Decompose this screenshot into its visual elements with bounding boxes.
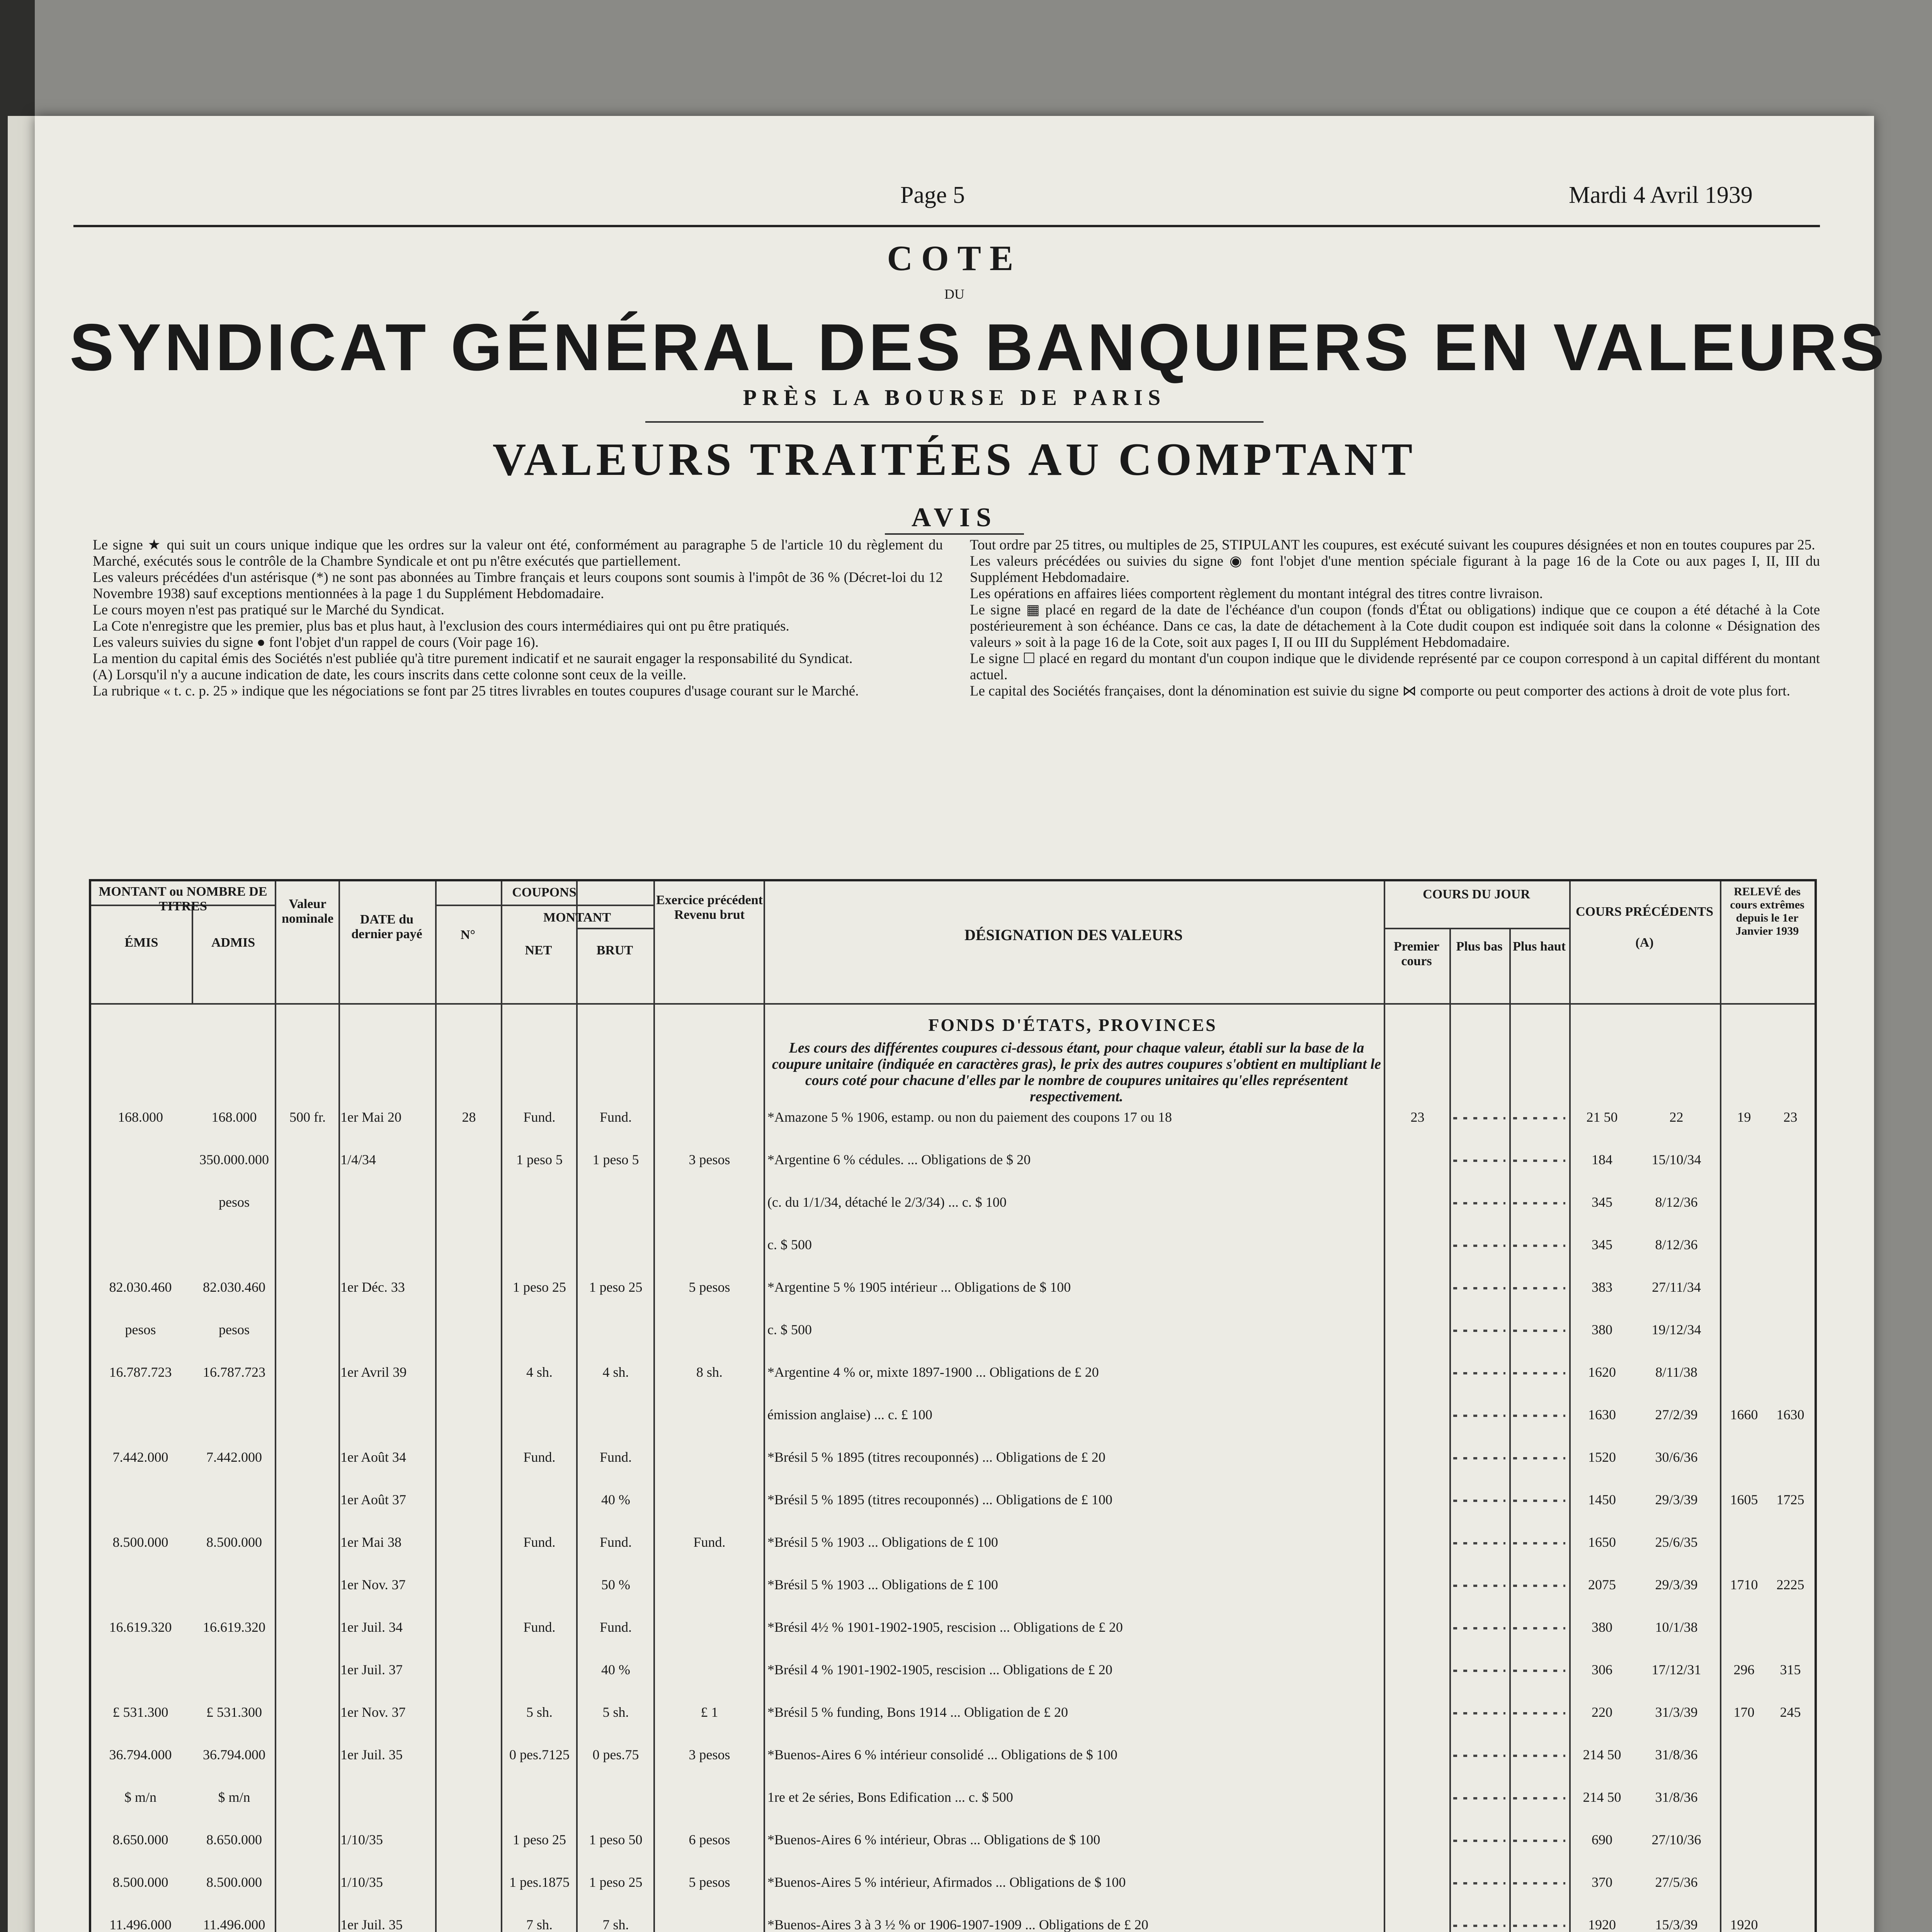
cell-admis: 82.030.460: [203, 1279, 265, 1295]
empty-cell-dashes: [1453, 1276, 1505, 1299]
empty-cell-dashes: [1453, 1616, 1505, 1639]
cell-exer: 5 pesos: [689, 1874, 730, 1890]
avis-note: Les valeurs suivies du signe ● font l'objet d'un rappel de cours (Voir page 16).: [93, 634, 539, 650]
cell-prec: 1620: [1588, 1364, 1616, 1380]
cell-date: 1er Juil. 34: [340, 1619, 403, 1635]
cell-nominal: 500 fr.: [289, 1109, 326, 1125]
table-row: [91, 1701, 1815, 1724]
cell-emis: 8.500.000: [112, 1534, 168, 1550]
cell-admis: 16.619.320: [203, 1619, 265, 1635]
cell-pdate: 8/12/36: [1655, 1237, 1698, 1252]
cell-emis: 8.650.000: [112, 1832, 168, 1847]
masthead-cote: COTE: [887, 238, 1022, 278]
empty-cell-dashes: [1513, 1148, 1565, 1171]
section-title: FONDS D'ÉTATS, PROVINCES: [928, 1015, 1217, 1035]
cell-net: Fund.: [523, 1109, 556, 1125]
header-premier-cours: Premier cours: [1393, 939, 1440, 968]
header-montant: MONTANT: [543, 910, 611, 925]
cell-pdate: 8/12/36: [1655, 1194, 1698, 1210]
empty-cell-dashes: [1453, 1786, 1505, 1809]
cell-admis: 168.000: [211, 1109, 257, 1125]
empty-cell-dashes: [1513, 1233, 1565, 1256]
empty-cell-dashes: [1513, 1828, 1565, 1851]
cell-prec: 370: [1592, 1874, 1612, 1890]
cell-brut: 1 peso 25: [589, 1874, 643, 1890]
cell-prec: 690: [1592, 1832, 1612, 1847]
header-montant-nombre: MONTANT ou NOMBRE DE TITRES: [99, 884, 267, 913]
header-rule: [576, 928, 653, 929]
cell-net: Fund.: [523, 1449, 556, 1465]
cell-h: 170: [1733, 1704, 1755, 1720]
table-row: [91, 1871, 1815, 1894]
avis-note: Les valeurs précédées d'un astérisque (*) ne sont pas abonnées au Timbre français et leurs coupons sont soumis à l'impôt de 36 % (Décret-loi du 12 Novembre 1938) sauf exceptions mentionnées à la page 1 du Supplément Hebdomadaire.: [93, 570, 943, 602]
avis-right-column: [970, 537, 1820, 699]
cell-designation: (c. du 1/1/34, détaché le 2/3/34) ... c. $ 100: [767, 1194, 1007, 1210]
cell-brut: 0 pes.75: [592, 1747, 639, 1762]
cell-designation: émission anglaise) ... c. £ 100: [767, 1407, 932, 1422]
cell-emis: £ 531.300: [112, 1704, 168, 1720]
cell-date: 1/10/35: [340, 1874, 383, 1890]
cell-pdate: 15/10/34: [1651, 1152, 1701, 1167]
cell-brut: 50 %: [601, 1577, 630, 1592]
table-row: [91, 1446, 1815, 1469]
empty-cell-dashes: [1513, 1190, 1565, 1214]
cell-pdate: 27/11/34: [1652, 1279, 1701, 1295]
table-row: [91, 1786, 1815, 1809]
cell-designation: *Buenos-Aires 6 % intérieur, Obras ... Obligations de $ 100: [767, 1832, 1100, 1847]
cell-prec: 380: [1592, 1322, 1612, 1337]
header-cours-du-jour: COURS DU JOUR: [1423, 887, 1530, 901]
empty-cell-dashes: [1513, 1488, 1565, 1511]
header-coupons: COUPONS: [512, 885, 577, 900]
cell-pdate: 27/2/39: [1655, 1407, 1698, 1422]
header-date-dernier-paye: DATE du dernier payé: [351, 912, 422, 941]
empty-cell-dashes: [1513, 1871, 1565, 1894]
avis-note: Le signe ★ qui suit un cours unique indique que les ordres sur la valeur ont été, conformément au paragraphe 5 de l'article 10 du règlement du Marché, exécutés sous le contrôle de la Chambre Syndicale et ont pu n'être exécutés que partiellement.: [93, 537, 943, 569]
cell-designation: *Argentine 5 % 1905 intérieur ... Obligations de $ 100: [767, 1279, 1071, 1295]
cell-date: 1er Nov. 37: [340, 1577, 406, 1592]
cell-date: 1/10/35: [340, 1832, 383, 1847]
cell-pdate: 30/6/36: [1655, 1449, 1698, 1465]
cell-net: 1 peso 25: [513, 1279, 566, 1295]
column-rule: [1449, 928, 1451, 1932]
table-row: [91, 1828, 1815, 1851]
empty-cell-dashes: [1513, 1276, 1565, 1299]
empty-cell-dashes: [1453, 1913, 1505, 1932]
cell-pdate: 31/8/36: [1655, 1747, 1698, 1762]
cell-h: 19: [1737, 1109, 1751, 1125]
cell-emis: $ m/n: [124, 1789, 156, 1805]
empty-cell-dashes: [1513, 1743, 1565, 1766]
cell-designation: 1re et 2e séries, Bons Edification ... c. $ 500: [767, 1789, 1013, 1805]
title-rule: [645, 421, 1264, 423]
table-row: [91, 1233, 1815, 1256]
cell-pdate: 10/1/38: [1655, 1619, 1698, 1635]
empty-cell-dashes: [1453, 1361, 1505, 1384]
cell-designation: *Buenos-Aires 5 % intérieur, Afirmados ... Obligations de $ 100: [767, 1874, 1126, 1890]
empty-cell-dashes: [1513, 1786, 1565, 1809]
cell-net: 1 peso 25: [513, 1832, 566, 1847]
empty-cell-dashes: [1453, 1488, 1505, 1511]
avis-note: (A) Lorsqu'il n'y a aucune indication de date, les cours inscrits dans cette colonne sont ceux de la veille.: [93, 667, 687, 683]
cell-admis: 8.500.000: [206, 1534, 262, 1550]
cell-pdate: 8/11/38: [1655, 1364, 1697, 1380]
cell-prec: 306: [1592, 1662, 1612, 1677]
cell-prec: 21 50: [1586, 1109, 1618, 1125]
avis-rule: [885, 533, 1024, 535]
cell-pdate: 29/3/39: [1655, 1577, 1698, 1592]
cell-admis: 7.442.000: [206, 1449, 262, 1465]
empty-cell-dashes: [1453, 1701, 1505, 1724]
cell-admis: $ m/n: [218, 1789, 250, 1805]
cell-designation: c. $ 500: [767, 1322, 812, 1337]
avis-note: Les opérations en affaires liées comportent règlement du montant intégral des titres contre livraison.: [970, 586, 1543, 602]
empty-cell-dashes: [1453, 1531, 1505, 1554]
table-row: [91, 1743, 1815, 1766]
cell-net: Fund.: [523, 1534, 556, 1550]
cell-pdate: 27/5/36: [1655, 1874, 1698, 1890]
cell-designation: *Brésil 5 % funding, Bons 1914 ... Obligation de £ 20: [767, 1704, 1068, 1720]
cell-net: Fund.: [523, 1619, 556, 1635]
cell-emis: 16.787.723: [109, 1364, 172, 1380]
empty-cell-dashes: [1453, 1233, 1505, 1256]
cell-pdate: 29/3/39: [1655, 1492, 1698, 1507]
cell-designation: *Buenos-Aires 6 % intérieur consolidé ... Obligations de $ 100: [767, 1747, 1117, 1762]
cell-prec: 1630: [1588, 1407, 1616, 1422]
cell-prec: 1450: [1588, 1492, 1616, 1507]
empty-cell-dashes: [1453, 1318, 1505, 1341]
table-row: [91, 1361, 1815, 1384]
cell-emis: 36.794.000: [109, 1747, 172, 1762]
issue-date: Mardi 4 Avril 1939: [1569, 182, 1753, 208]
cell-date: 1er Juil. 35: [340, 1747, 403, 1762]
table-row: [91, 1488, 1815, 1511]
cell-b: 315: [1780, 1662, 1801, 1677]
cell-brut: 1 peso 50: [589, 1832, 643, 1847]
header-admis: ADMIS: [211, 935, 255, 950]
header-numero: N°: [460, 928, 476, 942]
empty-cell-dashes: [1453, 1190, 1505, 1214]
cell-brut: 40 %: [601, 1492, 630, 1507]
avis-note: La rubrique « t. c. p. 25 » indique que les négociations se font par 25 titres livrables en toutes coupures d'usage courant sur le Marché.: [93, 683, 859, 699]
cell-net: 4 sh.: [526, 1364, 553, 1380]
cell-exer: 3 pesos: [689, 1152, 730, 1167]
cell-designation: *Argentine 6 % cédules. ... Obligations de $ 20: [767, 1152, 1031, 1167]
cell-b: 1725: [1776, 1492, 1804, 1507]
avis-heading: AVIS: [911, 503, 998, 532]
table-row: [91, 1616, 1815, 1639]
cell-designation: *Brésil 5 % 1903 ... Obligations de £ 100: [767, 1577, 998, 1592]
avis-note: Le cours moyen n'est pas pratiqué sur le Marché du Syndicat.: [93, 602, 444, 618]
cell-emis: 8.500.000: [112, 1874, 168, 1890]
cell-admis: pesos: [219, 1194, 250, 1210]
column-rule: [1509, 928, 1511, 1932]
cell-h: 1660: [1730, 1407, 1758, 1422]
empty-cell-dashes: [1453, 1828, 1505, 1851]
masthead-subtitle: PRÈS LA BOURSE DE PARIS: [743, 385, 1166, 410]
cell-date: 1er Mai 20: [340, 1109, 401, 1125]
cell-b: 1630: [1776, 1407, 1804, 1422]
cell-admis: £ 531.300: [206, 1704, 262, 1720]
cell-admis: 350.000.000: [199, 1152, 269, 1167]
adjacent-page-edge: [8, 116, 35, 1932]
cell-admis: 8.650.000: [206, 1832, 262, 1847]
cell-brut: Fund.: [599, 1619, 632, 1635]
header-net: NET: [525, 943, 552, 957]
cell-brut: 1 peso 25: [589, 1279, 643, 1295]
empty-cell-dashes: [1513, 1531, 1565, 1554]
cell-date: 1er Juil. 37: [340, 1662, 403, 1677]
cell-h: 1605: [1730, 1492, 1758, 1507]
cell-prec: 383: [1592, 1279, 1612, 1295]
cell-h: 1710: [1730, 1577, 1758, 1592]
cell-h: 1920: [1730, 1917, 1758, 1932]
cell-date: 1er Juil. 35: [340, 1917, 403, 1932]
cell-pdate: 25/6/35: [1655, 1534, 1698, 1550]
empty-cell-dashes: [1513, 1616, 1565, 1639]
cell-pdate: 31/8/36: [1655, 1789, 1698, 1805]
table-row: [91, 1573, 1815, 1596]
cell-net: 7 sh.: [526, 1917, 553, 1932]
cell-exer: 8 sh.: [696, 1364, 723, 1380]
cell-net: 5 sh.: [526, 1704, 553, 1720]
avis-note: Tout ordre par 25 titres, ou multiples de 25, STIPULANT les coupures, est exécuté suivant les coupures désignées et non en toutes coupures par 25.: [970, 537, 1815, 553]
cell-admis: pesos: [219, 1322, 250, 1337]
avis-note: Le signe ☐ placé en regard du montant d'un coupon indique que le dividende représenté par ce coupon correspond à un capital différent du montant actuel.: [970, 651, 1820, 683]
cell-designation: *Buenos-Aires 3 à 3 ½ % or 1906-1907-1909 ... Obligations de £ 20: [767, 1917, 1148, 1932]
empty-cell-dashes: [1453, 1573, 1505, 1596]
header-bottom-rule: [91, 1003, 1815, 1005]
cell-brut: 40 %: [601, 1662, 630, 1677]
header-rule: [435, 905, 653, 906]
table-row: [91, 1276, 1815, 1299]
cell-brut: Fund.: [599, 1534, 632, 1550]
header-plus-bas: Plus bas: [1456, 939, 1503, 954]
header-releve: RELEVÉ des cours extrêmes depuis le 1er Janvier 1939: [1730, 885, 1804, 937]
cell-b: 245: [1780, 1704, 1801, 1720]
cell-pdate: 17/12/31: [1651, 1662, 1701, 1677]
cell-emis: 11.496.000: [109, 1917, 172, 1932]
avis-note: La Cote n'enregistre que les premier, plus bas et plus haut, à l'exclusion des cours intermédiaires qui ont pu être pratiqués.: [93, 618, 789, 634]
section-heading: VALEURS TRAITÉES AU COMPTANT: [492, 434, 1417, 485]
empty-cell-dashes: [1513, 1701, 1565, 1724]
cell-designation: *Amazone 5 % 1906, estamp. ou non du paiement des coupons 17 ou 18: [767, 1109, 1172, 1125]
cell-prec: 345: [1592, 1237, 1612, 1252]
table-row: [91, 1913, 1815, 1932]
header-exercice: Exercice précédent Revenu brut: [656, 893, 763, 922]
avis-note: Le capital des Sociétés françaises, dont la dénomination est suivie du signe ⋈ comporte ou peut comporter des actions à droit de vote plus fort.: [970, 683, 1790, 699]
cell-h: 296: [1733, 1662, 1755, 1677]
cell-prec: 1920: [1588, 1917, 1616, 1932]
cell-prec: 345: [1592, 1194, 1612, 1210]
cell-prec: 220: [1592, 1704, 1612, 1720]
cell-prec: 1650: [1588, 1534, 1616, 1550]
cell-date: 1er Août 34: [340, 1449, 406, 1465]
cell-exer: 3 pesos: [689, 1747, 730, 1762]
table-row: [91, 1318, 1815, 1341]
cell-pdate: 22: [1669, 1109, 1684, 1125]
empty-cell-dashes: [1513, 1446, 1565, 1469]
header-cours-precedents: COURS PRÉCÉDENTS: [1575, 905, 1714, 919]
cell-designation: *Brésil 5 % 1903 ... Obligations de £ 100: [767, 1534, 998, 1550]
cell-prec: 214 50: [1583, 1747, 1621, 1762]
cell-admis: 8.500.000: [206, 1874, 262, 1890]
cell-exer: 5 pesos: [689, 1279, 730, 1295]
cell-admis: 16.787.723: [203, 1364, 265, 1380]
cell-prec: 1520: [1588, 1449, 1616, 1465]
empty-cell-dashes: [1513, 1361, 1565, 1384]
header-valeur-nominale: Valeur nominale: [281, 897, 334, 926]
header-rule: [1384, 928, 1569, 929]
empty-cell-dashes: [1513, 1573, 1565, 1596]
cell-designation: *Argentine 4 % or, mixte 1897-1900 ... Obligations de £ 20: [767, 1364, 1099, 1380]
header-brut: BRUT: [596, 943, 633, 957]
avis-note: Le signe ▦ placé en regard de la date de l'échéance d'un coupon (fonds d'État ou obligations) indique que ce coupon a été détaché à la Cote postérieurement à son échéance. Dans ce cas, la date de détachement à la Cote dudit coupon est indiquée soit dans la colonne « Désignation des valeurs » soit à la page 16 de la Cote, soit aux pages I, II ou III du Supplément Hebdomadaire.: [970, 602, 1820, 650]
cell-brut: 1 peso 5: [592, 1152, 639, 1167]
newspaper-page: [35, 116, 1888, 1932]
empty-cell-dashes: [1453, 1743, 1505, 1766]
cell-date: 1er Août 37: [340, 1492, 406, 1507]
cell-exer: Fund.: [693, 1534, 726, 1550]
page-number: Page 5: [900, 182, 965, 208]
empty-cell-dashes: [1513, 1318, 1565, 1341]
header-designation: DÉSIGNATION DES VALEURS: [964, 926, 1183, 944]
cell-designation: c. $ 500: [767, 1237, 812, 1252]
cell-date: 1er Déc. 33: [340, 1279, 405, 1295]
avis-note: La mention du capital émis des Sociétés n'est publiée qu'à titre purement indicatif et ne saurait engager la responsabilité du Syndicat.: [93, 651, 853, 667]
empty-cell-dashes: [1513, 1913, 1565, 1932]
empty-cell-dashes: [1513, 1658, 1565, 1681]
empty-cell-dashes: [1453, 1871, 1505, 1894]
cell-date: 1er Mai 38: [340, 1534, 401, 1550]
table-row: [91, 1658, 1815, 1681]
cell-emis: 168.000: [118, 1109, 163, 1125]
cell-b: 2225: [1776, 1577, 1804, 1592]
avis-note: Les valeurs précédées ou suivies du signe ◉ font l'objet d'une mention spéciale figurant à la page 16 de la Cote ou aux pages I, II, III du Supplément Hebdomadaire.: [970, 553, 1820, 585]
empty-cell-dashes: [1513, 1403, 1565, 1426]
cell-emis: 82.030.460: [109, 1279, 172, 1295]
cell-pdate: 27/10/36: [1651, 1832, 1701, 1847]
header-rule: [73, 225, 1820, 227]
cell-brut: Fund.: [599, 1109, 632, 1125]
section-intro: Les cours des différentes coupures ci-dessous étant, pour chaque valeur, établi sur la base de la coupure unitaire (indiquée en caractères gras), le prix des autres coupures s'obtient en multipliant le cours coté pour chacune d'elles par le nombre de coupures unitaires qu'elles représentent respectivement.: [772, 1040, 1381, 1105]
cell-premier: 23: [1410, 1109, 1425, 1125]
cell-prec: 2075: [1588, 1577, 1616, 1592]
table-row: [91, 1403, 1815, 1426]
cell-brut: Fund.: [599, 1449, 632, 1465]
cell-admis: 36.794.000: [203, 1747, 265, 1762]
header-emis: ÉMIS: [124, 935, 158, 950]
cell-b: 23: [1783, 1109, 1798, 1125]
empty-cell-dashes: [1453, 1105, 1505, 1129]
cell-date: 1er Nov. 37: [340, 1704, 406, 1720]
cell-pdate: 15/3/39: [1655, 1917, 1698, 1932]
cell-brut: 7 sh.: [602, 1917, 629, 1932]
cell-prec: 184: [1592, 1152, 1612, 1167]
cell-net: 1 pes.1875: [509, 1874, 570, 1890]
cell-date: 1/4/34: [340, 1152, 376, 1167]
cell-prec: 380: [1592, 1619, 1612, 1635]
header-cours-precedents-note: (A): [1635, 935, 1654, 950]
table-row: [91, 1190, 1815, 1214]
masthead-du: DU: [944, 286, 964, 302]
header-plus-haut: Plus haut: [1513, 939, 1566, 954]
column-rule: [192, 905, 193, 1003]
empty-cell-dashes: [1453, 1403, 1505, 1426]
cell-designation: *Brésil 5 % 1895 (titres recouponnés) ... Obligations de £ 100: [767, 1492, 1112, 1507]
cell-pdate: 19/12/34: [1651, 1322, 1701, 1337]
masthead-title: SYNDICAT GÉNÉRAL DES BANQUIERS EN VALEURS: [70, 310, 1888, 384]
table-row: [91, 1148, 1815, 1171]
cell-brut: 4 sh.: [602, 1364, 629, 1380]
cell-date: 1er Avril 39: [340, 1364, 407, 1380]
quotations-table: [89, 879, 1817, 1932]
empty-cell-dashes: [1453, 1658, 1505, 1681]
cell-num: 28: [462, 1109, 476, 1125]
cell-designation: *Brésil 5 % 1895 (titres recouponnés) ... Obligations de £ 20: [767, 1449, 1105, 1465]
cell-net: 0 pes.7125: [509, 1747, 570, 1762]
cell-admis: 11.496.000: [203, 1917, 265, 1932]
cell-net: 1 peso 5: [516, 1152, 563, 1167]
cell-emis: 16.619.320: [109, 1619, 172, 1635]
cell-pdate: 31/3/39: [1655, 1704, 1698, 1720]
cell-prec: 214 50: [1583, 1789, 1621, 1805]
table-row: [91, 1531, 1815, 1554]
cell-exer: £ 1: [701, 1704, 718, 1720]
cell-designation: *Brésil 4½ % 1901-1902-1905, rescision ... Obligations de £ 20: [767, 1619, 1123, 1635]
cell-brut: 5 sh.: [602, 1704, 629, 1720]
cell-exer: 6 pesos: [689, 1832, 730, 1847]
cell-designation: *Brésil 4 % 1901-1902-1905, rescision ... Obligations de £ 20: [767, 1662, 1112, 1677]
cell-emis: 7.442.000: [112, 1449, 168, 1465]
cell-emis: pesos: [125, 1322, 156, 1337]
empty-cell-dashes: [1453, 1148, 1505, 1171]
table-row: [91, 1105, 1815, 1129]
avis-left-column: [93, 537, 943, 699]
empty-cell-dashes: [1453, 1446, 1505, 1469]
empty-cell-dashes: [1513, 1105, 1565, 1129]
